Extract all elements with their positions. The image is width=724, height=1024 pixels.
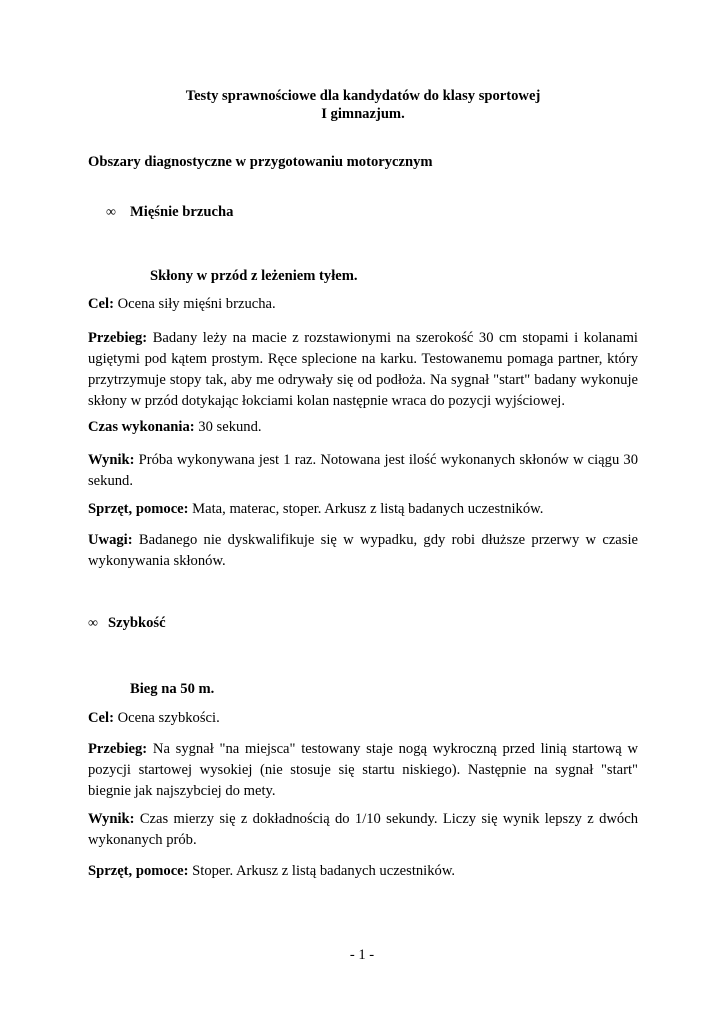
field-czas [88, 417, 638, 438]
field-label: Sprzęt, pomoce: [88, 501, 189, 517]
field-uwagi [88, 530, 638, 572]
area-title-abdominal: Mięśnie brzucha [130, 204, 234, 220]
area-title-speed: Szybkość [108, 615, 166, 631]
field-label: Sprzęt, pomoce: [88, 863, 189, 879]
field-sprzet [88, 499, 638, 520]
field-label: Wynik: [88, 452, 135, 468]
field-value: Badanego nie dyskwalifikuje się w wypadku, gdy robi dłuższe przerwy w czasie wykonywania skłonów. [88, 532, 638, 569]
document-title-line-2: I gimnazjum. [321, 106, 405, 122]
document-title-line-1: Testy sprawnościowe dla kandydatów do klasy sportowej [185, 88, 541, 104]
field-label: Cel: [88, 296, 114, 312]
field-value: Ocena szybkości. [117, 710, 220, 726]
field-value: 30 sekund. [198, 419, 262, 435]
field-value: Mata, materac, stoper. Arkusz z listą badanych uczestników. [192, 501, 544, 517]
field-wynik [88, 450, 638, 492]
infinity-bullet-icon: ∞ [106, 205, 116, 220]
field-wynik [88, 809, 638, 851]
field-value: Stoper. Arkusz z listą badanych uczestników. [192, 863, 456, 879]
field-cel [88, 294, 638, 315]
field-przebieg [88, 328, 638, 412]
test-name-sprint: Bieg na 50 m. [130, 681, 215, 697]
field-value: Na sygnał "na miejsca" testowany staje nogą wykroczną przed linią startową w pozycji startowej wysokiej (nie stosuje się startu niskiego). Następnie na sygnał "start" biegnie jak najszybciej do mety. [88, 741, 639, 799]
field-przebieg [88, 739, 638, 802]
field-value: Czas mierzy się z dokładnością do 1/10 sekundy. Liczy się wynik lepszy z dwóch wykonanych prób. [88, 811, 638, 848]
area-bullet-abdominal [106, 204, 233, 221]
field-label: Przebieg: [88, 741, 148, 757]
diagnostic-areas-heading: Obszary diagnostyczne w przygotowaniu motorycznym [88, 154, 433, 170]
field-cel [88, 708, 638, 729]
field-label: Czas wykonania: [88, 419, 195, 435]
field-label: Uwagi: [88, 532, 133, 548]
field-label: Wynik: [88, 811, 135, 827]
infinity-bullet-icon: ∞ [88, 616, 98, 631]
page-number: - 1 - [349, 947, 375, 963]
field-sprzet [88, 861, 638, 882]
field-value: Badany leży na macie z rozstawionymi na szerokość 30 cm stopami i kolanami ugiętymi pod kątem prostym. Ręce splecione na karku. Testowanemu pomaga partner, który przytrzymuje stopy tak, aby me odrywały się od podłoża. Na sygnał "start" badany wykonuje skłony w przód dotykając łokciami kolan następnie wraca do pozycji wyjściowej. [88, 330, 638, 409]
field-value: Próba wykonywana jest 1 raz. Notowana jest ilość wykonanych skłonów w ciągu 30 sekund. [88, 452, 638, 489]
field-label: Przebieg: [88, 330, 148, 346]
test-name-situps: Skłony w przód z leżeniem tyłem. [150, 268, 358, 284]
field-label: Cel: [88, 710, 114, 726]
area-bullet-speed [88, 615, 166, 632]
field-value: Ocena siły mięśni brzucha. [117, 296, 276, 312]
